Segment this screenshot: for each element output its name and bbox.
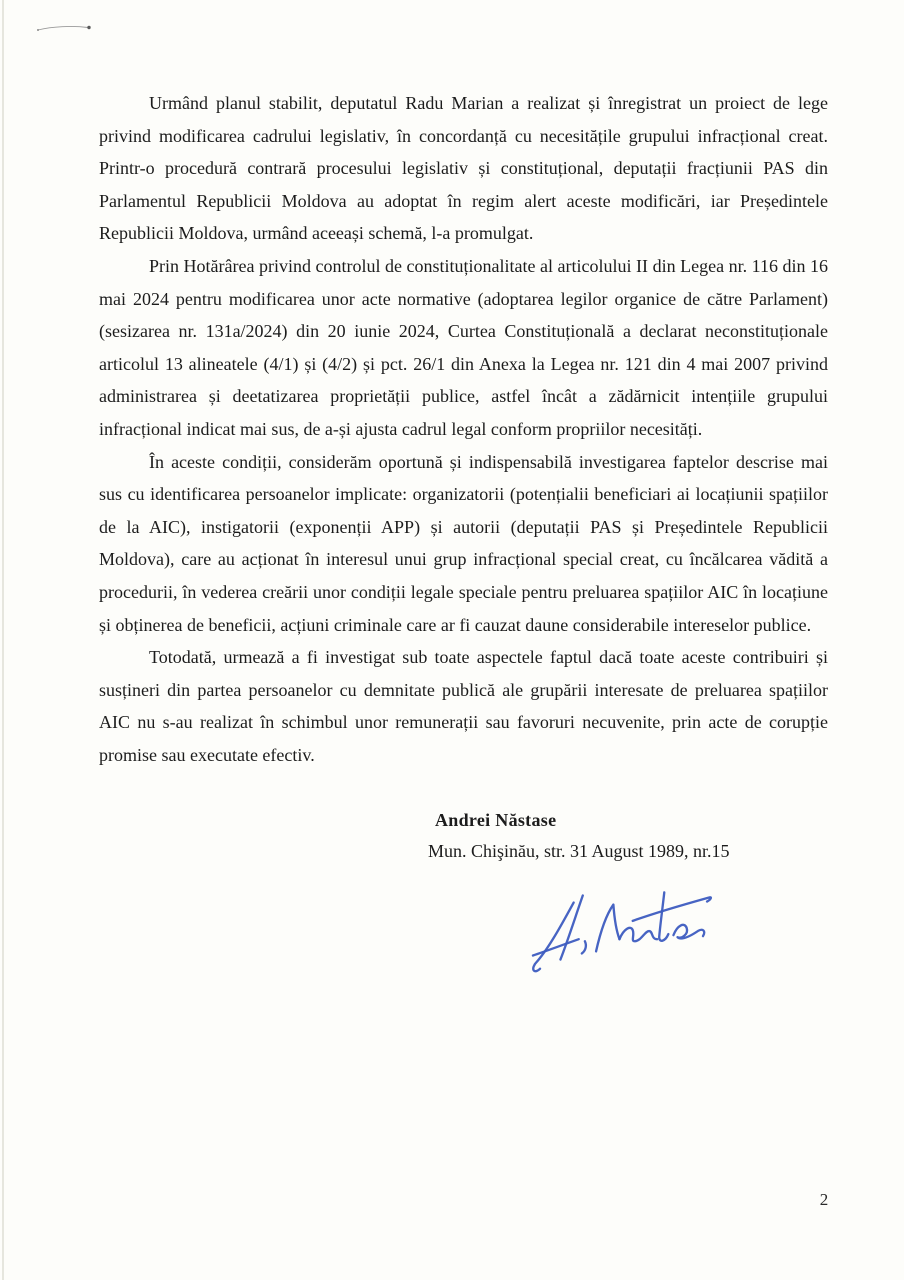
paragraph-2: Prin Hotărârea privind controlul de constituționalitate al articolului II din Legea nr. 116 din 16 mai 2024 pentru modificarea unor acte normative (adoptarea legilor organice de către Parlament) (sesizarea nr. 131a/2024) din 20 iunie 2024, Curtea Constituțională a declarat neconstituționale articolul 13 alineatele (4/1) și (4/2) și pct. 26/1 din Anexa la Legea nr. 121 din 4 mai 2007 privind administrarea și deetatizarea proprietății publice, astfel încât a zădărnicit intențiile grupului infracțional indicat mai sus, de a-și ajusta cadrul legal conform propriilor necesități. — [99, 255, 828, 439]
signer-name: Andrei Năstase — [435, 810, 557, 830]
signer-address: Mun. Chişinău, str. 31 August 1989, nr.15 — [428, 841, 730, 861]
handwritten-signature — [518, 872, 723, 984]
pen-scribble-mark — [28, 20, 112, 38]
scan-edge-artifact — [2, 0, 4, 1280]
letter-body — [99, 87, 828, 771]
paragraph-1: Urmând planul stabilit, deputatul Radu Marian a realizat și înregistrat un proiect de lege privind modificarea cadrului legislativ, în concordanță cu necesitățile grupului infracțional creat. Printr-o procedură contrară procesului legislativ și constituțional, deputații fracțiunii PAS din Parlamentul Republicii Moldova au adoptat în regim alert aceste modificări, iar Președintele Republicii Moldova, urmând aceeași schemă, l-a promulgat. — [99, 93, 828, 244]
paragraph-4: Totodată, urmează a fi investigat sub toate aspectele faptul dacă toate aceste contribuiri și susțineri din partea persoanelor cu demnitate publică ale grupării interesate de preluarea spațiilor AIC nu s-au realizat în schimbul unor remunerații sau favoruri necuvenite, prin acte de corupție promise sau executate efectiv. — [99, 647, 828, 765]
page-number: 2 — [819, 1190, 829, 1209]
paragraph-3: În aceste condiții, considerăm oportună și indispensabilă investigarea faptelor descrise mai sus cu identificarea persoanelor implicate: organizatorii (potențialii beneficiari ai locațiunii spațiilor de la AIC), instigatorii (exponenții APP) și autorii (deputații PAS și Președintele Republicii Moldova), care au acționat în interesul unui grup infracțional special creat, cu încălcarea vădită a procedurii, în vederea creării unor condiții legale speciale pentru preluarea spațiilor AIC în locațiune și obținerea de beneficii, acțiuni criminale care ar fi cauzat daune considerabile intereselor publice. — [99, 451, 828, 635]
signature-block — [428, 805, 730, 867]
signature-ink — [533, 892, 711, 971]
